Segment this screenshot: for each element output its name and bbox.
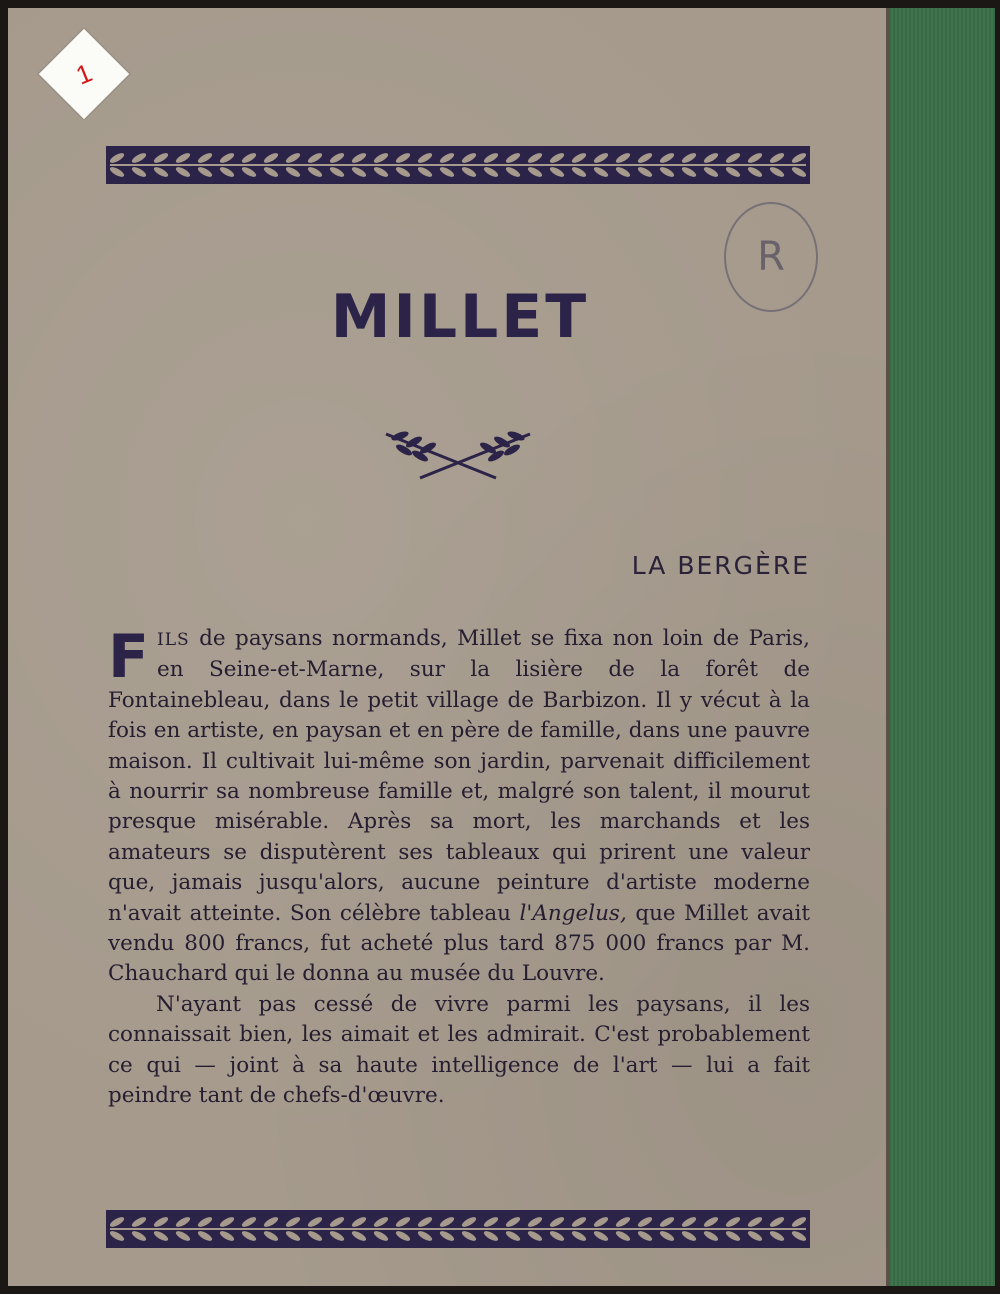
section-subtitle: LA BERGÈRE <box>631 551 810 580</box>
laurel-ornament-icon <box>380 420 536 486</box>
green-cloth-spine <box>886 8 995 1286</box>
paragraph-1-text-end: que Millet avait vendu 800 francs, fut acheté plus tard 875 000 francs par M. Chauchard qui le donna au musée du Louvre. <box>108 900 810 987</box>
library-stamp-letter: R <box>757 234 785 280</box>
biography-text <box>108 624 810 1112</box>
paragraph-1-text: de paysans normands, Millet se fixa non loin de Paris, en Seine-et-Marne, sur la lisière de la forêt de Fontainebleau, dans le petit village de Barbizon. Il y vécut à la fois en artiste, en paysan et en père de famille, dans une pauvre maison. Il cultivait lui-même son jardin, parvenait difficilement à nourrir sa nombreuse famille et, malgré son talent, il mourut presque misérable. Après sa mort, les marchands et les amateurs se disputèrent ses tableaux qui prirent une valeur que, jamais jusqu'alors, aucune peinture d'artiste moderne n'avait atteinte. Son célèbre tableau <box>108 626 810 926</box>
paragraph-1 <box>108 624 810 990</box>
drop-cap: F <box>108 622 149 692</box>
bottom-leaf-border <box>106 1210 810 1248</box>
paragraph-2: N'ayant pas cessé de vivre parmi les paysans, il les connaissait bien, les aimait et les admirait. C'est probablement ce qui — joint à sa haute intelligence de l'art — lui a fait peindre tant de chefs-d'œuvre. <box>108 991 810 1109</box>
page-title: MILLET <box>330 282 590 352</box>
library-stamp <box>724 202 818 312</box>
artwork-title: l'Angelus, <box>519 900 627 926</box>
small-caps-lead: ILS <box>157 630 190 650</box>
inventory-label-number: 1 <box>71 56 97 91</box>
top-leaf-border <box>106 146 810 184</box>
